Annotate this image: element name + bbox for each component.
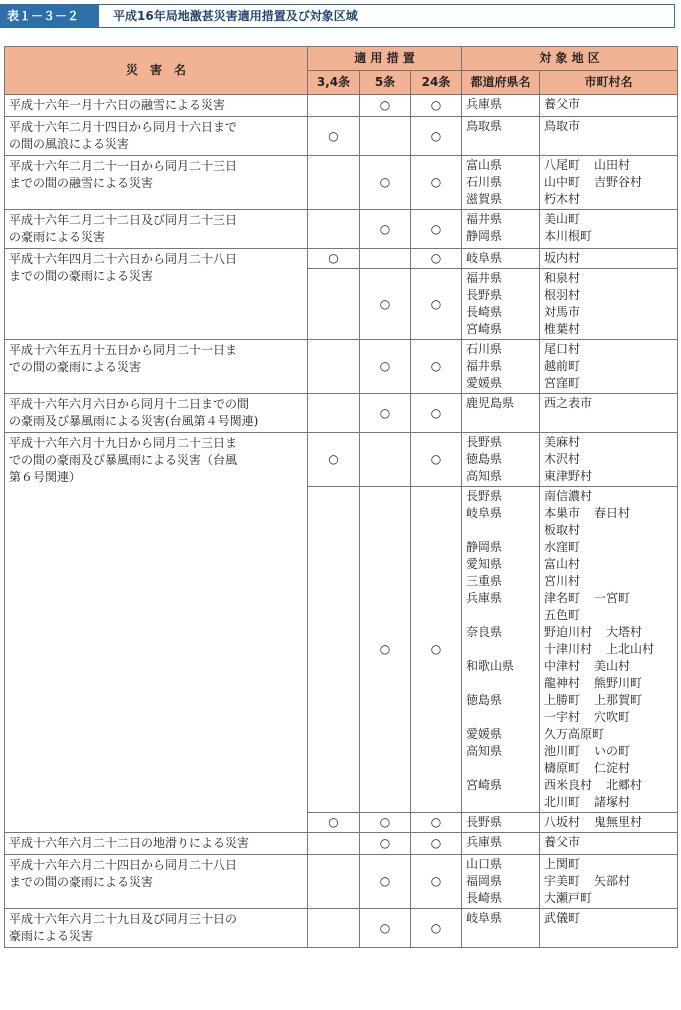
municipality-name: 養父市 — [544, 97, 581, 111]
table-row — [5, 156, 678, 210]
municipality-line — [544, 341, 673, 358]
municipality-name: 椎葉村 — [544, 322, 581, 336]
measure-mark-m2 — [360, 117, 411, 156]
measure-mark-m3: ○ — [411, 813, 462, 833]
measure-mark-m3: ○ — [411, 95, 462, 117]
prefecture-name: 長野県 — [466, 435, 503, 449]
municipality-cell — [540, 833, 678, 855]
disaster-name-cell — [5, 95, 308, 117]
table-row — [5, 210, 678, 249]
col-header-article-3-4: 3,4条 — [308, 71, 360, 95]
municipality-name: 諸塚村 — [594, 795, 631, 809]
municipality-line — [544, 118, 673, 135]
measure-mark-m1 — [308, 340, 360, 394]
prefecture-name: 愛知県 — [466, 557, 503, 571]
municipality-name: 木沢村 — [544, 452, 581, 466]
table-row — [5, 833, 678, 855]
municipality-line — [544, 395, 673, 412]
measure-mark-m3: ○ — [411, 156, 462, 210]
disaster-name-cell — [5, 117, 308, 156]
municipality-name: 上関町 — [544, 857, 581, 871]
measure-mark-m1: ○ — [308, 433, 360, 487]
measure-mark-m1 — [308, 487, 360, 813]
measure-mark-m2 — [360, 249, 411, 269]
disaster-name-cell — [5, 833, 308, 855]
municipality-line — [544, 590, 673, 607]
table-title-bar — [0, 4, 675, 28]
measure-mark-m2: ○ — [360, 210, 411, 249]
municipality-line — [544, 607, 673, 624]
measure-mark-m2: ○ — [360, 269, 411, 340]
disaster-name-cell — [5, 433, 308, 833]
municipality-line — [544, 624, 673, 641]
municipality-name: 春日村 — [594, 506, 631, 520]
prefecture-name — [466, 675, 535, 692]
municipality-line — [544, 834, 673, 851]
measure-mark-m2: ○ — [360, 340, 411, 394]
municipality-cell — [540, 855, 678, 909]
prefecture-cell — [462, 95, 540, 117]
prefecture-name: 兵庫県 — [466, 591, 503, 605]
municipality-line — [544, 522, 673, 539]
col-header-area: 対 象 地 区 — [462, 47, 678, 71]
municipality-name: 北川町 — [544, 795, 581, 809]
col-header-prefecture: 都道府県名 — [462, 71, 540, 95]
measure-mark-m2: ○ — [360, 487, 411, 813]
prefecture-name: 兵庫県 — [466, 97, 503, 111]
municipality-name: 久万高原町 — [544, 727, 605, 741]
col-header-article-24: 24条 — [411, 71, 462, 95]
prefecture-name — [466, 794, 535, 811]
municipality-name: 熊野川町 — [594, 676, 643, 690]
table-row — [5, 433, 678, 487]
disaster-name-cell — [5, 340, 308, 394]
prefecture-name: 三重県 — [466, 574, 503, 588]
table-number-label: 表１－３－２ — [1, 5, 99, 27]
prefecture-name: 静岡県 — [466, 229, 503, 243]
table-row — [5, 909, 678, 948]
municipality-line — [544, 856, 673, 873]
municipality-line — [544, 488, 673, 505]
municipality-line — [544, 641, 673, 658]
col-header-disaster: 災 害 名 — [5, 47, 308, 95]
municipality-line — [544, 434, 673, 451]
prefecture-cell — [462, 210, 540, 249]
prefecture-cell — [462, 394, 540, 433]
municipality-line — [544, 675, 673, 692]
prefecture-name: 愛媛県 — [466, 727, 503, 741]
measure-mark-m2: ○ — [360, 95, 411, 117]
prefecture-name: 長崎県 — [466, 305, 503, 319]
measure-mark-m3: ○ — [411, 909, 462, 948]
municipality-name: 檮原町 — [544, 761, 581, 775]
measure-mark-m2: ○ — [360, 813, 411, 833]
disaster-name-cell — [5, 156, 308, 210]
prefecture-name: 山口県 — [466, 857, 503, 871]
disaster-name-line: までの間の融雪による災害 — [9, 176, 154, 190]
prefecture-name: 岐阜県 — [466, 506, 503, 520]
disaster-name-line: での間の豪雨による災害 — [9, 360, 142, 374]
disaster-name-line: までの間の豪雨による災害 — [9, 269, 154, 283]
disaster-name-line: の豪雨による災害 — [9, 230, 106, 244]
prefecture-name: 奈良県 — [466, 625, 503, 639]
municipality-name: 本巣市 — [544, 506, 581, 520]
disaster-name-line: 平成十六年二月二十二日及び同月二十三日 — [9, 213, 238, 227]
measure-mark-m2: ○ — [360, 394, 411, 433]
municipality-line — [544, 890, 673, 907]
measure-mark-m1: ○ — [308, 249, 360, 269]
prefecture-name — [466, 522, 535, 539]
disaster-name-line: の間の風浪による災害 — [9, 137, 130, 151]
prefecture-name: 長崎県 — [466, 891, 503, 905]
prefecture-name: 石川県 — [466, 175, 503, 189]
measure-mark-m1: ○ — [308, 117, 360, 156]
prefecture-cell — [462, 249, 540, 269]
measure-mark-m3: ○ — [411, 340, 462, 394]
municipality-name: 朽木村 — [544, 192, 581, 206]
municipality-name: 中津村 — [544, 659, 581, 673]
prefecture-name: 長野県 — [466, 815, 503, 829]
prefecture-name: 徳島県 — [466, 452, 503, 466]
municipality-name: 穴吹町 — [594, 710, 631, 724]
municipality-name: 美山町 — [544, 212, 581, 226]
municipality-name: 一宇村 — [544, 710, 581, 724]
municipality-cell — [540, 156, 678, 210]
table-row — [5, 117, 678, 156]
municipality-line — [544, 211, 673, 228]
municipality-name: 鳥取市 — [544, 119, 581, 133]
municipality-name: 吉野谷村 — [594, 175, 643, 189]
disaster-name-line: 平成十六年四月二十六日から同月二十八日 — [9, 252, 238, 266]
municipality-name: 越前町 — [544, 359, 581, 373]
municipality-name: 水窪町 — [544, 540, 581, 554]
disaster-name-cell — [5, 909, 308, 948]
prefecture-name: 岐阜県 — [466, 911, 503, 925]
municipality-name: 上那賀町 — [594, 693, 643, 707]
disaster-name-line: 平成十六年二月二十一日から同月二十三日 — [9, 159, 238, 173]
prefecture-name: 兵庫県 — [466, 835, 503, 849]
municipality-line — [544, 358, 673, 375]
prefecture-cell — [462, 487, 540, 813]
municipality-line — [544, 573, 673, 590]
municipality-cell — [540, 210, 678, 249]
municipality-line — [544, 873, 673, 890]
municipality-name: 美麻村 — [544, 435, 581, 449]
municipality-cell — [540, 433, 678, 487]
prefecture-name: 高知県 — [466, 469, 503, 483]
prefecture-name — [466, 709, 535, 726]
municipality-cell — [540, 813, 678, 833]
municipality-name: 八坂村 — [544, 815, 581, 829]
municipality-cell — [540, 394, 678, 433]
measure-mark-m1 — [308, 909, 360, 948]
municipality-name: 根羽村 — [544, 288, 581, 302]
disaster-name-cell — [5, 249, 308, 340]
prefecture-cell — [462, 269, 540, 340]
municipality-name: 上北山村 — [606, 642, 655, 656]
disaster-name-cell — [5, 210, 308, 249]
col-header-municipality: 市町村名 — [540, 71, 678, 95]
municipality-cell — [540, 249, 678, 269]
measure-mark-m2: ○ — [360, 909, 411, 948]
municipality-name: 上勝町 — [544, 693, 581, 707]
prefecture-cell — [462, 156, 540, 210]
measure-mark-m1 — [308, 95, 360, 117]
table-row — [5, 855, 678, 909]
municipality-name: 西米良村 — [544, 778, 593, 792]
municipality-cell — [540, 909, 678, 948]
measure-mark-m3: ○ — [411, 855, 462, 909]
prefecture-name: 宮崎県 — [466, 778, 503, 792]
measure-mark-m3: ○ — [411, 833, 462, 855]
disaster-name-line: 平成十六年一月十六日の融雪による災害 — [9, 98, 226, 112]
measure-mark-m3: ○ — [411, 269, 462, 340]
disaster-name-cell — [5, 394, 308, 433]
municipality-line — [544, 174, 673, 191]
municipality-name: 板取村 — [544, 523, 581, 537]
prefecture-name: 福井県 — [466, 212, 503, 226]
municipality-line — [544, 287, 673, 304]
municipality-name: 美山村 — [594, 659, 631, 673]
prefecture-name: 福井県 — [466, 271, 503, 285]
prefecture-name: 高知県 — [466, 744, 503, 758]
municipality-name: 池川町 — [544, 744, 581, 758]
municipality-name: 北郷村 — [606, 778, 643, 792]
prefecture-name: 福岡県 — [466, 874, 503, 888]
table-body — [5, 95, 678, 948]
municipality-line — [544, 96, 673, 113]
municipality-line — [544, 505, 673, 522]
disaster-name-line: 平成十六年六月十九日から同月二十三日ま — [9, 436, 238, 450]
municipality-name: 大瀬戸町 — [544, 891, 593, 905]
table-row — [5, 95, 678, 117]
municipality-line — [544, 270, 673, 287]
municipality-cell — [540, 95, 678, 117]
municipality-line — [544, 321, 673, 338]
municipality-line — [544, 658, 673, 675]
prefecture-name: 愛媛県 — [466, 376, 503, 390]
municipality-line — [544, 539, 673, 556]
prefecture-cell — [462, 813, 540, 833]
prefecture-cell — [462, 117, 540, 156]
prefecture-name — [466, 607, 535, 624]
municipality-line — [544, 375, 673, 392]
municipality-name: 本川根町 — [544, 229, 593, 243]
municipality-name: 大塔村 — [606, 625, 643, 639]
prefecture-cell — [462, 909, 540, 948]
disaster-name-line: までの間の豪雨による災害 — [9, 875, 154, 889]
municipality-line — [544, 191, 673, 208]
measure-mark-m2: ○ — [360, 156, 411, 210]
municipality-name: 富山村 — [544, 557, 581, 571]
disaster-name-line: の豪雨及び暴風雨による災害(台風第４号関連) — [9, 414, 259, 428]
municipality-name: 津名町 — [544, 591, 581, 605]
municipality-name: 仁淀村 — [594, 761, 631, 775]
measure-mark-m3: ○ — [411, 487, 462, 813]
disaster-name-line: 平成十六年五月十五日から同月二十一日ま — [9, 343, 238, 357]
municipality-line — [544, 228, 673, 245]
measure-mark-m1 — [308, 156, 360, 210]
municipality-line — [544, 451, 673, 468]
municipality-name: 十津川村 — [544, 642, 593, 656]
measure-mark-m1: ○ — [308, 813, 360, 833]
municipality-cell — [540, 340, 678, 394]
municipality-line — [544, 468, 673, 485]
municipality-cell — [540, 117, 678, 156]
municipality-line — [544, 709, 673, 726]
prefecture-name: 徳島県 — [466, 693, 503, 707]
disaster-name-line: 平成十六年六月六日から同月十二日までの間 — [9, 397, 250, 411]
municipality-name: いの町 — [594, 744, 631, 758]
municipality-name: 東津野村 — [544, 469, 593, 483]
table-row — [5, 340, 678, 394]
municipality-name: 野迫川村 — [544, 625, 593, 639]
municipality-name: 一宮町 — [594, 591, 631, 605]
municipality-name: 南信濃村 — [544, 489, 593, 503]
measure-mark-m2: ○ — [360, 833, 411, 855]
prefecture-name — [466, 760, 535, 777]
measure-mark-m1 — [308, 394, 360, 433]
measure-mark-m3: ○ — [411, 394, 462, 433]
disaster-name-cell — [5, 855, 308, 909]
municipality-line — [544, 304, 673, 321]
municipality-line — [544, 910, 673, 927]
prefecture-name: 長野県 — [466, 288, 503, 302]
municipality-name: 龍神村 — [544, 676, 581, 690]
prefecture-name: 岐阜県 — [466, 251, 503, 265]
table-row — [5, 249, 678, 269]
prefecture-name: 富山県 — [466, 158, 503, 172]
municipality-name: 山中町 — [544, 175, 581, 189]
measure-mark-m3: ○ — [411, 210, 462, 249]
prefecture-cell — [462, 833, 540, 855]
table-title: 平成16年局地激甚災害適用措置及び対象区域 — [113, 9, 358, 23]
measure-mark-m3: ○ — [411, 433, 462, 487]
disaster-name-line: 第６号関連） — [9, 470, 82, 484]
table-row — [5, 394, 678, 433]
municipality-name: 養父市 — [544, 835, 581, 849]
measure-mark-m1 — [308, 833, 360, 855]
col-header-measures: 適 用 措 置 — [308, 47, 462, 71]
measure-mark-m2: ○ — [360, 855, 411, 909]
municipality-line — [544, 692, 673, 709]
municipality-line — [544, 777, 673, 794]
disaster-name-line: 平成十六年六月二十二日の地滑りによる災害 — [9, 836, 250, 850]
municipality-name: 八尾町 — [544, 158, 581, 172]
municipality-line — [544, 743, 673, 760]
municipality-line — [544, 726, 673, 743]
municipality-cell — [540, 487, 678, 813]
municipality-name: 坂内村 — [544, 251, 581, 265]
prefecture-name: 宮崎県 — [466, 322, 503, 336]
prefecture-name: 鳥取県 — [466, 119, 503, 133]
prefecture-name: 福井県 — [466, 359, 503, 373]
measure-mark-m1 — [308, 269, 360, 340]
municipality-name: 五色町 — [544, 608, 581, 622]
disaster-name-line: 豪雨による災害 — [9, 929, 94, 943]
municipality-line — [544, 760, 673, 777]
prefecture-name: 鹿児島県 — [466, 396, 515, 410]
municipality-name: 鬼無里村 — [594, 815, 643, 829]
municipality-line — [544, 250, 673, 267]
municipality-name: 宮川村 — [544, 574, 581, 588]
prefecture-name: 静岡県 — [466, 540, 503, 554]
disaster-table — [4, 46, 678, 948]
prefecture-name: 長野県 — [466, 489, 503, 503]
disaster-name-line: 平成十六年六月二十九日及び同月三十日の — [9, 912, 238, 926]
measure-mark-m1 — [308, 210, 360, 249]
disaster-name-line: 平成十六年六月二十四日から同月二十八日 — [9, 858, 238, 872]
municipality-line — [544, 556, 673, 573]
prefecture-name: 滋賀県 — [466, 192, 503, 206]
prefecture-name: 和歌山県 — [466, 659, 515, 673]
col-header-article-5: 5条 — [360, 71, 411, 95]
measure-mark-m3: ○ — [411, 249, 462, 269]
municipality-name: 宇美町 — [544, 874, 581, 888]
disaster-name-line: 平成十六年二月十四日から同月十六日まで — [9, 120, 238, 134]
municipality-name: 武儀町 — [544, 911, 581, 925]
prefecture-name — [466, 641, 535, 658]
measure-mark-m3: ○ — [411, 117, 462, 156]
municipality-line — [544, 794, 673, 811]
prefecture-name: 石川県 — [466, 342, 503, 356]
prefecture-cell — [462, 855, 540, 909]
municipality-name: 宮窪町 — [544, 376, 581, 390]
measure-mark-m2 — [360, 433, 411, 487]
municipality-name: 山田村 — [594, 158, 631, 172]
municipality-name: 西之表市 — [544, 396, 593, 410]
municipality-name: 尾口村 — [544, 342, 581, 356]
municipality-name: 対馬市 — [544, 305, 581, 319]
municipality-line — [544, 814, 673, 831]
municipality-name: 和泉村 — [544, 271, 581, 285]
municipality-cell — [540, 269, 678, 340]
municipality-name: 矢部村 — [594, 874, 631, 888]
measure-mark-m1 — [308, 855, 360, 909]
prefecture-cell — [462, 340, 540, 394]
disaster-name-line: での間の豪雨及び暴風雨による災害（台風 — [9, 453, 238, 467]
municipality-line — [544, 157, 673, 174]
prefecture-cell — [462, 433, 540, 487]
